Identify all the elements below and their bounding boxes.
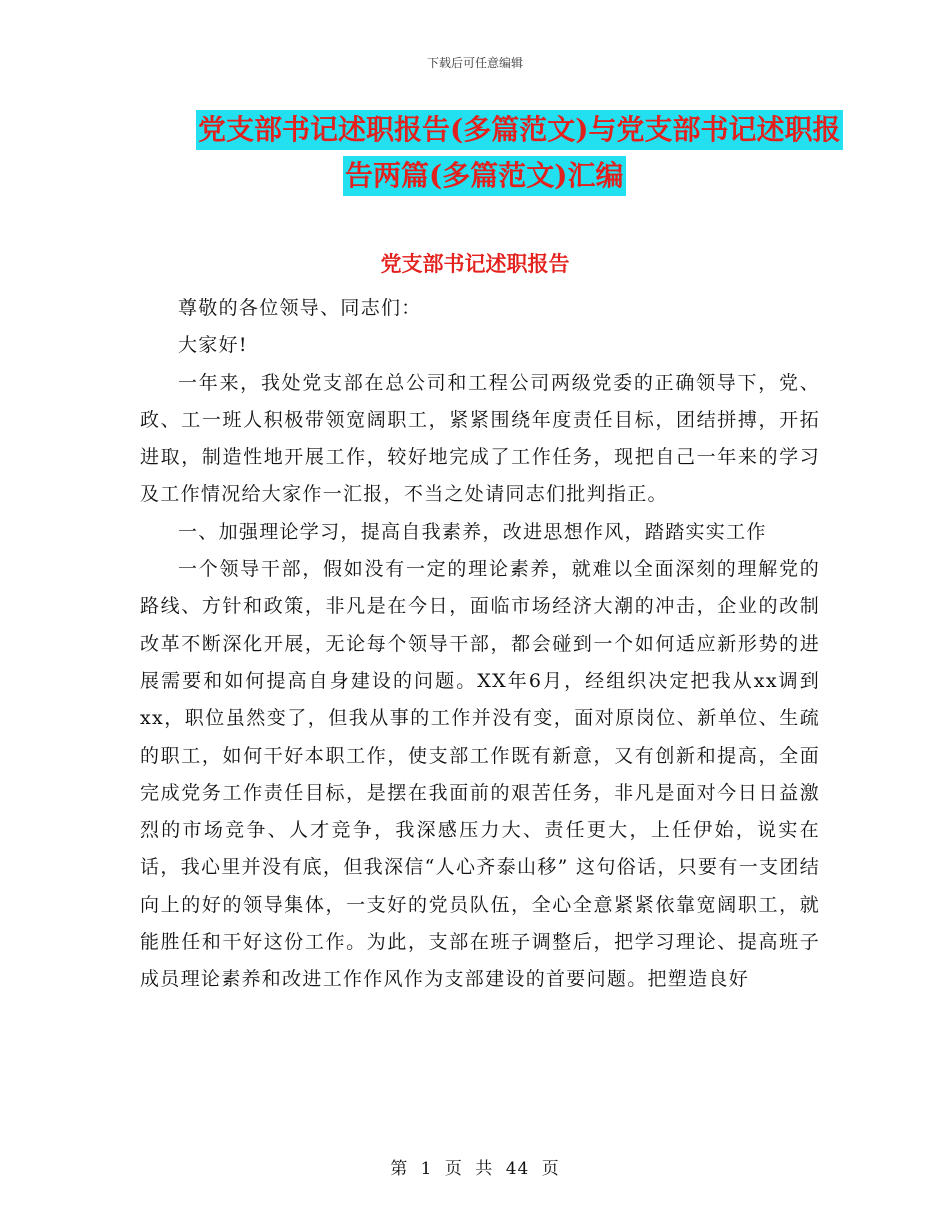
- paragraph-intro: 一年来，我处党支部在总公司和工程公司两级党委的正确领导下，党、政、工一班人积极带领宽阔职工，紧紧围绕年度责任目标，团结拼搏，开拓进取，制造性地开展工作，较好地完成了工作任务，现把自己一年来的学习及工作情况给大家作一汇报，不当之处请同志们批判指正。: [140, 371, 820, 506]
- body-text: [140, 290, 820, 999]
- header-note: 下载后可任意编辑: [426, 56, 523, 70]
- paragraph-salutation: 尊敬的各位领导、同志们：: [178, 297, 422, 319]
- title-line-2: 告两篇(多篇范文)汇编: [343, 156, 626, 196]
- page-footer: 第 1 页 共 44 页: [390, 1159, 560, 1179]
- title-line-1: 党支部书记述职报告(多篇范文)与党支部书记述职报: [196, 110, 843, 150]
- paragraph-body-1: 一个领导干部，假如没有一定的理论素养，就难以全面深刻的理解党的路线、方针和政策，非凡是在今日，面临市场经济大潮的冲击，企业的改制改革不断深化开展，无论每个领导干部，都会碰到一个如何适应新形势的进展需要和如何提高自身建设的问题。XX年6月，经组织决定把我从xx调到xx，职位虽然变了，但我从事的工作并没有变，面对原岗位、新单位、生疏的职工，如何干好本职工作，使支部工作既有新意，又有创新和提高，全面完成党务工作责任目标，是摆在我面前的艰苦任务，非凡是面对今日日益激烈的市场竞争、人才竞争，我深感压力大、责任更大，上任伊始，说实在话，我心里并没有底，但我深信“人心齐泰山移” 这句俗话，只要有一支团结向上的好的领导集体，一支好的党员队伍，全心全意紧紧依靠宽阔职工，就能胜任和干好这份工作。为此，支部在班子调整后，把学习理论、提高班子成员理论素养和改进工作作风作为支部建设的首要问题。把塑造良好: [140, 558, 820, 991]
- paragraph-heading-1: 一、加强理论学习，提高自我素养，改进思想作风，踏踏实实工作: [178, 520, 767, 543]
- section-title: 党支部书记述职报告: [380, 251, 570, 276]
- paragraph-greeting: 大家好!: [178, 334, 248, 357]
